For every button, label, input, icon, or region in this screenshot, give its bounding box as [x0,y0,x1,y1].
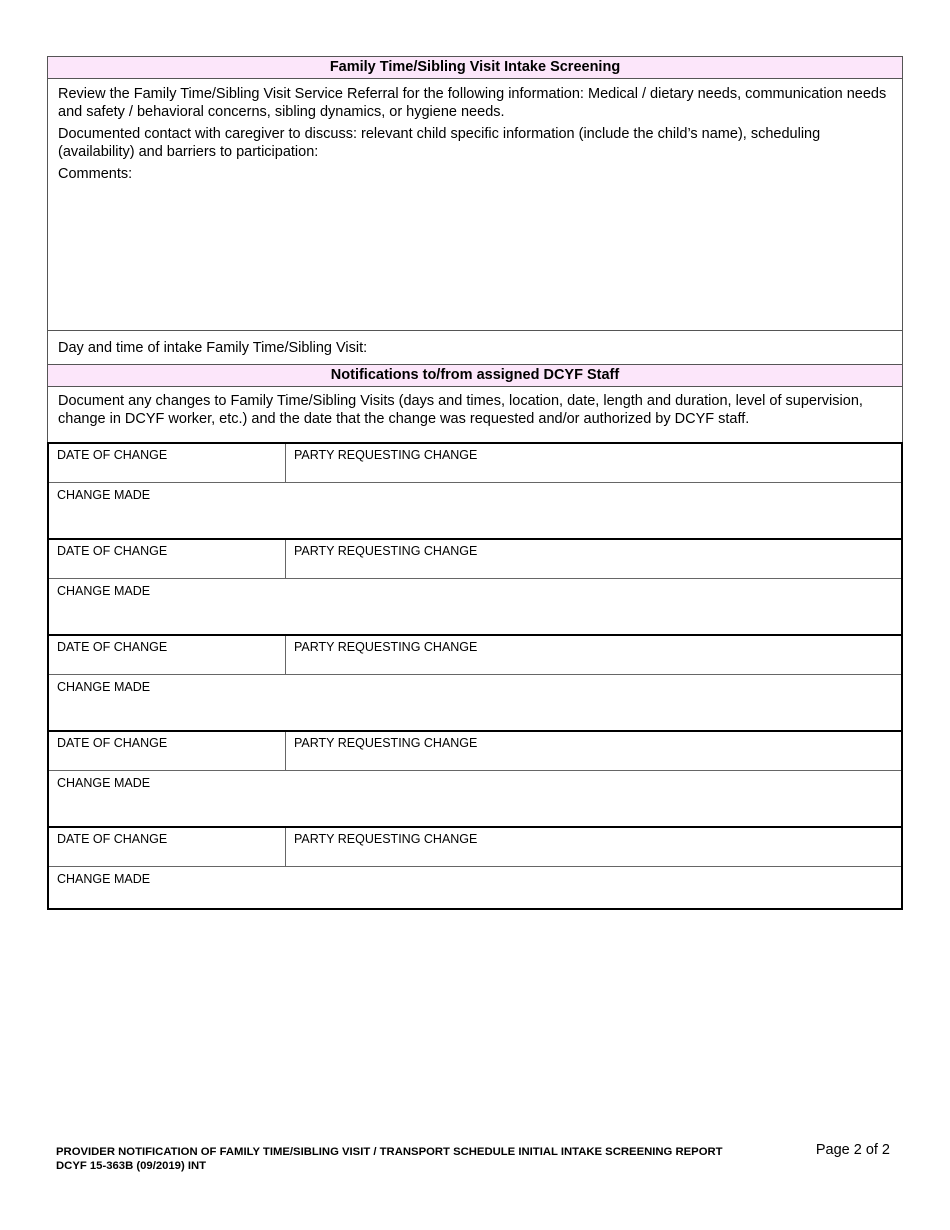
notifications-instructions: Document any changes to Family Time/Sibling Visits (days and times, location, date, length and duration, level of supervision, change in DCYF worker, etc.) and the date that the change was requested and/or authorized by DCYF staff. [58,393,863,427]
notifications-section [47,387,903,442]
review-instructions: Review the Family Time/Sibling Visit Service Referral for the following information: Medical / dietary needs, communication needs and safety / behavioral concerns, sibling dynamics, or hygiene needs. [58,86,887,120]
date-of-change-field[interactable]: DATE OF CHANGE [49,444,286,482]
comments-field[interactable]: Comments: [58,166,133,182]
change-made-field[interactable]: CHANGE MADE [57,488,151,502]
date-of-change-field[interactable]: DATE OF CHANGE [49,540,286,578]
party-requesting-change-field[interactable]: PARTY REQUESTING CHANGE [294,736,478,750]
page-footer [56,1142,896,1173]
change-entry [47,828,903,910]
party-requesting-change-field[interactable]: PARTY REQUESTING CHANGE [294,832,478,846]
change-entry [47,636,903,732]
change-made-field[interactable]: CHANGE MADE [57,680,151,694]
day-time-label: Day and time of intake Family Time/Sibling Visit: [58,339,368,356]
intake-form [47,56,903,910]
change-made-field[interactable]: CHANGE MADE [57,776,151,790]
contact-instructions: Documented contact with caregiver to discuss: relevant child specific information (include the child’s name), scheduling (availability) and barriers to participation: [58,126,821,160]
date-of-change-field[interactable]: DATE OF CHANGE [49,636,286,674]
change-entry [47,442,903,540]
party-requesting-change-field[interactable]: PARTY REQUESTING CHANGE [294,640,478,654]
notifications-section-title: Notifications to/from assigned DCYF Staff [47,364,903,387]
date-of-change-field[interactable]: DATE OF CHANGE [49,732,286,770]
party-requesting-change-field[interactable]: PARTY REQUESTING CHANGE [294,448,478,462]
party-requesting-change-field[interactable]: PARTY REQUESTING CHANGE [294,544,478,558]
footer-form-number: DCYF 15-363B (09/2019) INT [56,1160,207,1172]
change-made-field[interactable]: CHANGE MADE [57,872,151,886]
date-of-change-field[interactable]: DATE OF CHANGE [49,828,286,866]
change-entry [47,732,903,828]
screening-section-title: Family Time/Sibling Visit Intake Screening [47,56,903,79]
page-number: Page 2 of 2 [815,1142,890,1158]
day-time-field[interactable] [47,330,903,364]
change-entry [47,540,903,636]
screening-section [47,79,903,330]
change-made-field[interactable]: CHANGE MADE [57,584,151,598]
footer-form-title: PROVIDER NOTIFICATION OF FAMILY TIME/SIBLING VISIT / TRANSPORT SCHEDULE INITIAL INTAKE SCREENING REPORT [56,1146,723,1158]
